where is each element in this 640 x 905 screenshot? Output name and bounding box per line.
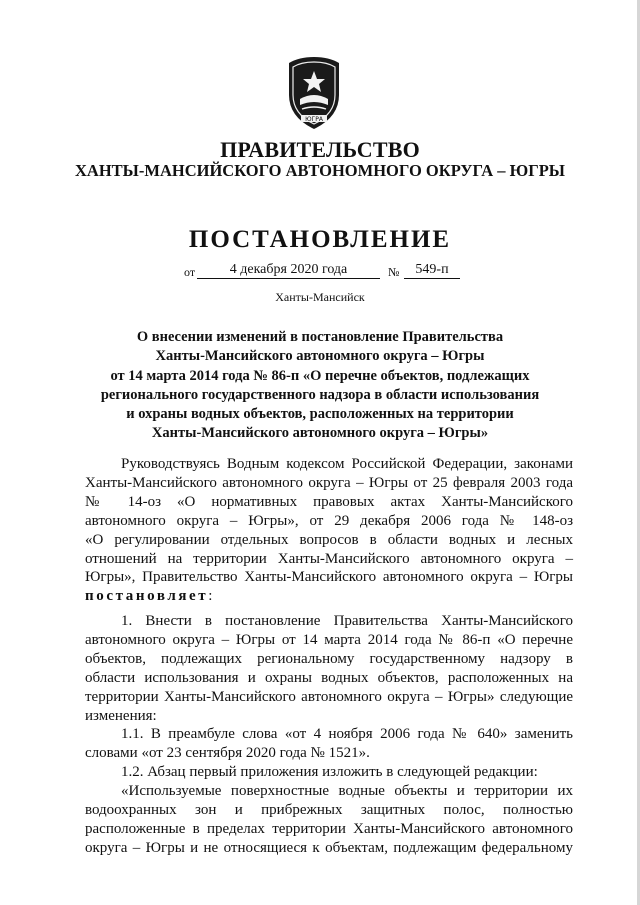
text-line: объектов, подлежащих региональному государственному надзору в [85, 650, 573, 667]
text-line: автономного округа – Югры», от 29 декабря 2006 года № 148-оз [85, 512, 573, 529]
preamble-paragraph [85, 455, 573, 606]
text-line: «О регулировании отдельных вопросов в области водных и лесных [85, 531, 573, 548]
text-line: словами «от 23 сентября 2020 года № 1521». [85, 745, 370, 762]
text-line: отношений на территории Ханты-Мансийского автономного округа – [85, 550, 573, 567]
document-number: 549-п [404, 262, 460, 279]
date-number-line [0, 262, 640, 282]
document-title [96, 328, 544, 444]
svg-text:ЮГРА: ЮГРА [305, 116, 323, 123]
text-line: 1.2. Абзац первый приложения изложить в следующей редакции: [121, 764, 538, 781]
decree-word: постановляет [85, 588, 209, 605]
text-line: расположенные в пределах территории Ханты-Мансийского автономного [85, 820, 573, 837]
document-date: 4 декабря 2020 года [197, 262, 380, 279]
decree-colon: : [208, 588, 213, 605]
title-line: от 14 марта 2014 года № 86-п «О перечне объектов, подлежащих [110, 367, 530, 384]
coat-of-arms-emblem [284, 55, 344, 132]
document-type: ПОСТАНОВЛЕНИЕ [188, 226, 452, 253]
text-line: 1. Внести в постановление Правительства Ханты-Мансийского [121, 613, 573, 629]
date-prefix: от [184, 265, 196, 279]
text-line: водоохранных зон и прибрежных защитных полос, полностью [85, 802, 573, 819]
text-line: Руководствуясь Водным кодексом Российской Федерации, законами [121, 456, 573, 472]
text-line: территории Ханты-Мансийского автономного округа – Югры» следующие [85, 688, 573, 705]
text-line: 1.1. В преамбуле слова «от 4 ноября 2006 года № 640» заменить [121, 726, 573, 743]
title-line: Ханты-Мансийского автономного округа – Югры» [151, 425, 489, 442]
government-name: ПРАВИТЕЛЬСТВО [220, 137, 420, 162]
text-line: Ханты-Мансийского автономного округа – Югры от 25 февраля 2003 года [85, 474, 573, 491]
decree-items [85, 612, 573, 858]
title-line: и охраны водных объектов, расположенных на территории [126, 406, 514, 423]
decree-line [85, 587, 573, 606]
region-name: ХАНТЫ-МАНСИЙСКОГО АВТОНОМНОГО ОКРУГА – ЮГРЫ [75, 161, 565, 180]
text-line: «Используемые поверхностные водные объекты и территории их [121, 783, 573, 800]
title-line: регионального государственного надзора в области использования [100, 386, 540, 403]
title-line: Ханты-Мансийского автономного округа – Югры [155, 348, 485, 365]
number-prefix: № [388, 265, 400, 279]
text-line: округа – Югры и не относящиеся к объектам, подлежащим федеральному [85, 839, 573, 856]
text-line: автономного округа – Югры от 14 марта 2014 года № 86-п «О перечне [85, 631, 573, 648]
document-city: Ханты-Мансийск [275, 290, 365, 304]
text-line: Югры», Правительство Ханты-Мансийского автономного округа – Югры [85, 569, 573, 586]
text-line: области использования и охраны водных объектов, расположенных на [85, 669, 573, 686]
text-line: изменения: [85, 707, 157, 724]
text-line: № 14-оз «О нормативных правовых актах Ханты-Мансийского [85, 493, 573, 510]
title-line: О внесении изменений в постановление Правительства [136, 329, 504, 345]
